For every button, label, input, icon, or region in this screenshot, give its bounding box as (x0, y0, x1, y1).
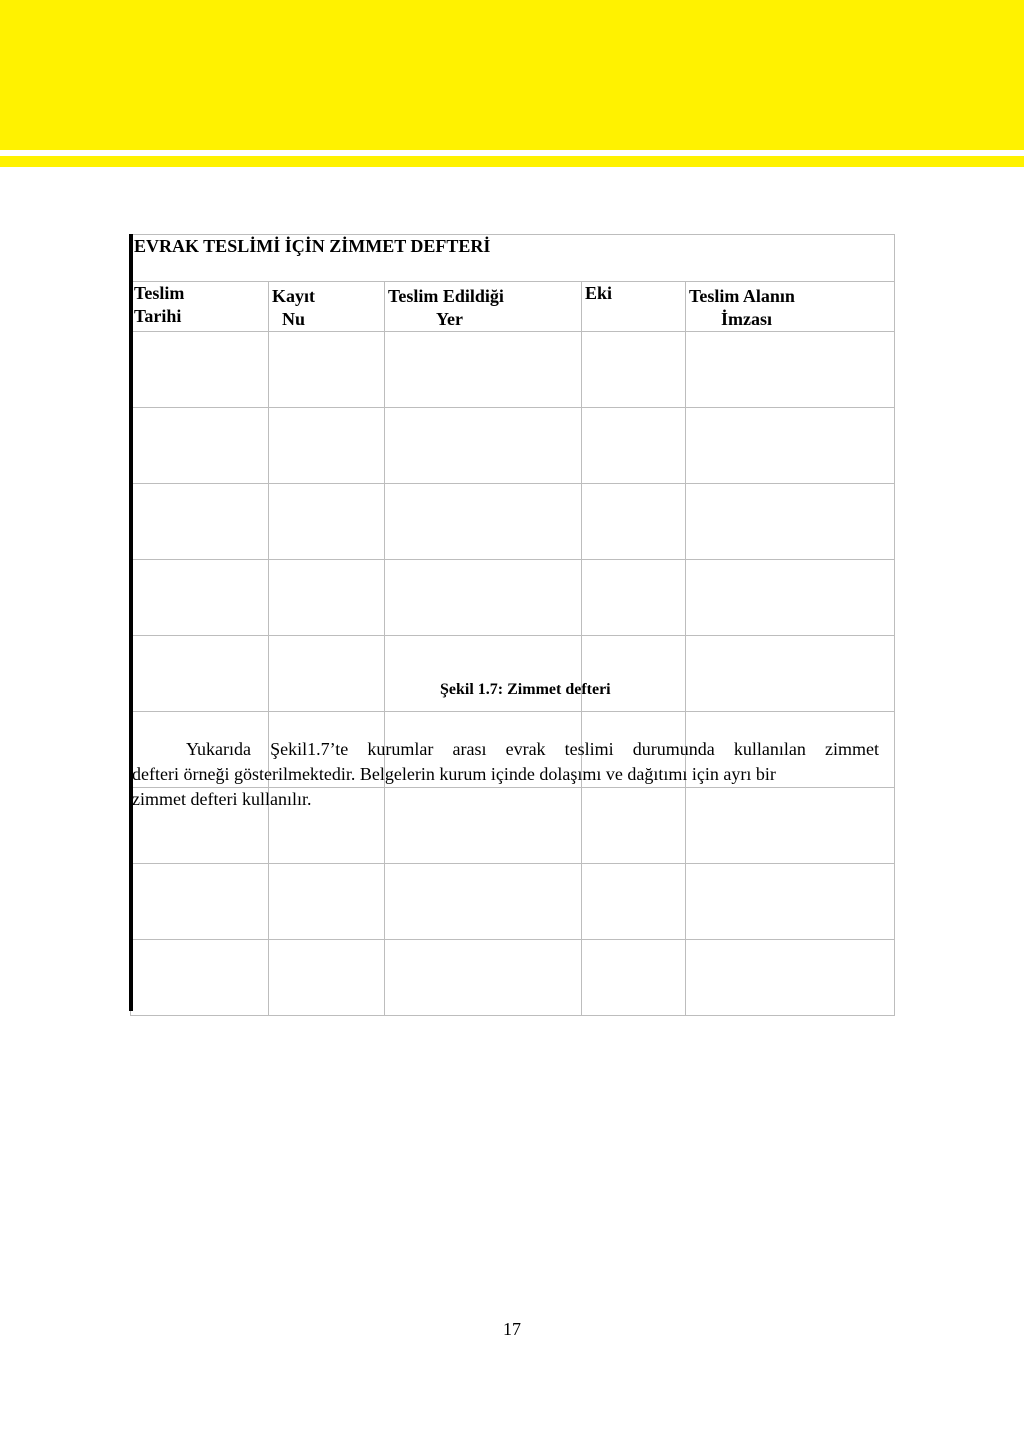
table-cell (686, 864, 895, 940)
table-cell (269, 484, 385, 560)
table-cell (131, 864, 269, 940)
figure-caption: Şekil 1.7: Zimmet defteri (440, 681, 611, 698)
header-teslim-tarihi-line1: Teslim (134, 283, 185, 303)
ledger-table (130, 234, 895, 1016)
table-row (131, 332, 895, 408)
table-left-border (129, 234, 133, 1011)
body-line-3: zimmet defteri kullanılır. (132, 789, 312, 809)
table-cell (686, 940, 895, 1016)
table-cell (131, 560, 269, 636)
table-cell (385, 484, 582, 560)
table-row (131, 484, 895, 560)
table-cell (385, 408, 582, 484)
table-row (131, 864, 895, 940)
table-cell (269, 560, 385, 636)
body-line-2: defteri örneği gösterilmektedir. Belgelerin kurum içinde dolaşımı ve dağıtımı için ayrı bir (132, 764, 776, 784)
table-cell (269, 940, 385, 1016)
table-cell (269, 864, 385, 940)
header-teslim-alanin-imzasi-line1: Teslim Alanın (689, 286, 795, 306)
table-cell (385, 560, 582, 636)
table-cell (686, 636, 895, 712)
header-kayit-nu-line2: Nu (282, 309, 306, 329)
table-row (131, 408, 895, 484)
table-header-row (131, 282, 895, 332)
header-teslim-edildigi-yer-line1: Teslim Edildiği (388, 286, 504, 306)
table-cell (582, 332, 686, 408)
table-title: EVRAK TESLİMİ İÇİN ZİMMET DEFTERİ (134, 236, 491, 256)
table-cell (686, 560, 895, 636)
table-cell (385, 940, 582, 1016)
table-cell (269, 636, 385, 712)
table-cell (131, 408, 269, 484)
table-cell (269, 332, 385, 408)
table-cell (131, 636, 269, 712)
header-stripe (0, 156, 1024, 167)
table-cell (582, 636, 686, 712)
header-eki-line1: Eki (585, 283, 613, 303)
header-kayit-nu-line1: Kayıt (272, 286, 315, 306)
table-cell (686, 408, 895, 484)
table-row (131, 636, 895, 712)
header-teslim-edildigi-yer-line2: Yer (436, 309, 463, 329)
header-teslim-alanin-imzasi (686, 282, 895, 332)
header-teslim-alanin-imzasi-line2: İmzası (721, 309, 772, 329)
table-row (131, 940, 895, 1016)
header-teslim-edildigi-yer (385, 282, 582, 332)
body-paragraph (132, 737, 879, 812)
table-title-row (131, 235, 895, 282)
table-row (131, 560, 895, 636)
table-cell (269, 408, 385, 484)
page-number: 17 (503, 1319, 521, 1339)
table-cell (686, 332, 895, 408)
header-kayit-nu (269, 282, 385, 332)
table-cell (582, 560, 686, 636)
table-cell (582, 940, 686, 1016)
table-cell (582, 484, 686, 560)
header-eki (582, 282, 686, 332)
table-cell (131, 484, 269, 560)
table-title-cell (131, 235, 895, 282)
table-cell (131, 332, 269, 408)
body-line-1: Yukarıda Şekil1.7’te kurumlar arası evrak teslimi durumunda kullanılan zimmet (186, 739, 879, 759)
table-cell (582, 864, 686, 940)
table-cell (385, 332, 582, 408)
table-cell (582, 408, 686, 484)
header-teslim-tarihi (131, 282, 269, 332)
header-banner (0, 0, 1024, 150)
table-cell (385, 636, 582, 712)
header-teslim-tarihi-line2: Tarihi (134, 306, 182, 326)
table-cell (686, 484, 895, 560)
table-cell (385, 864, 582, 940)
table-cell (131, 940, 269, 1016)
